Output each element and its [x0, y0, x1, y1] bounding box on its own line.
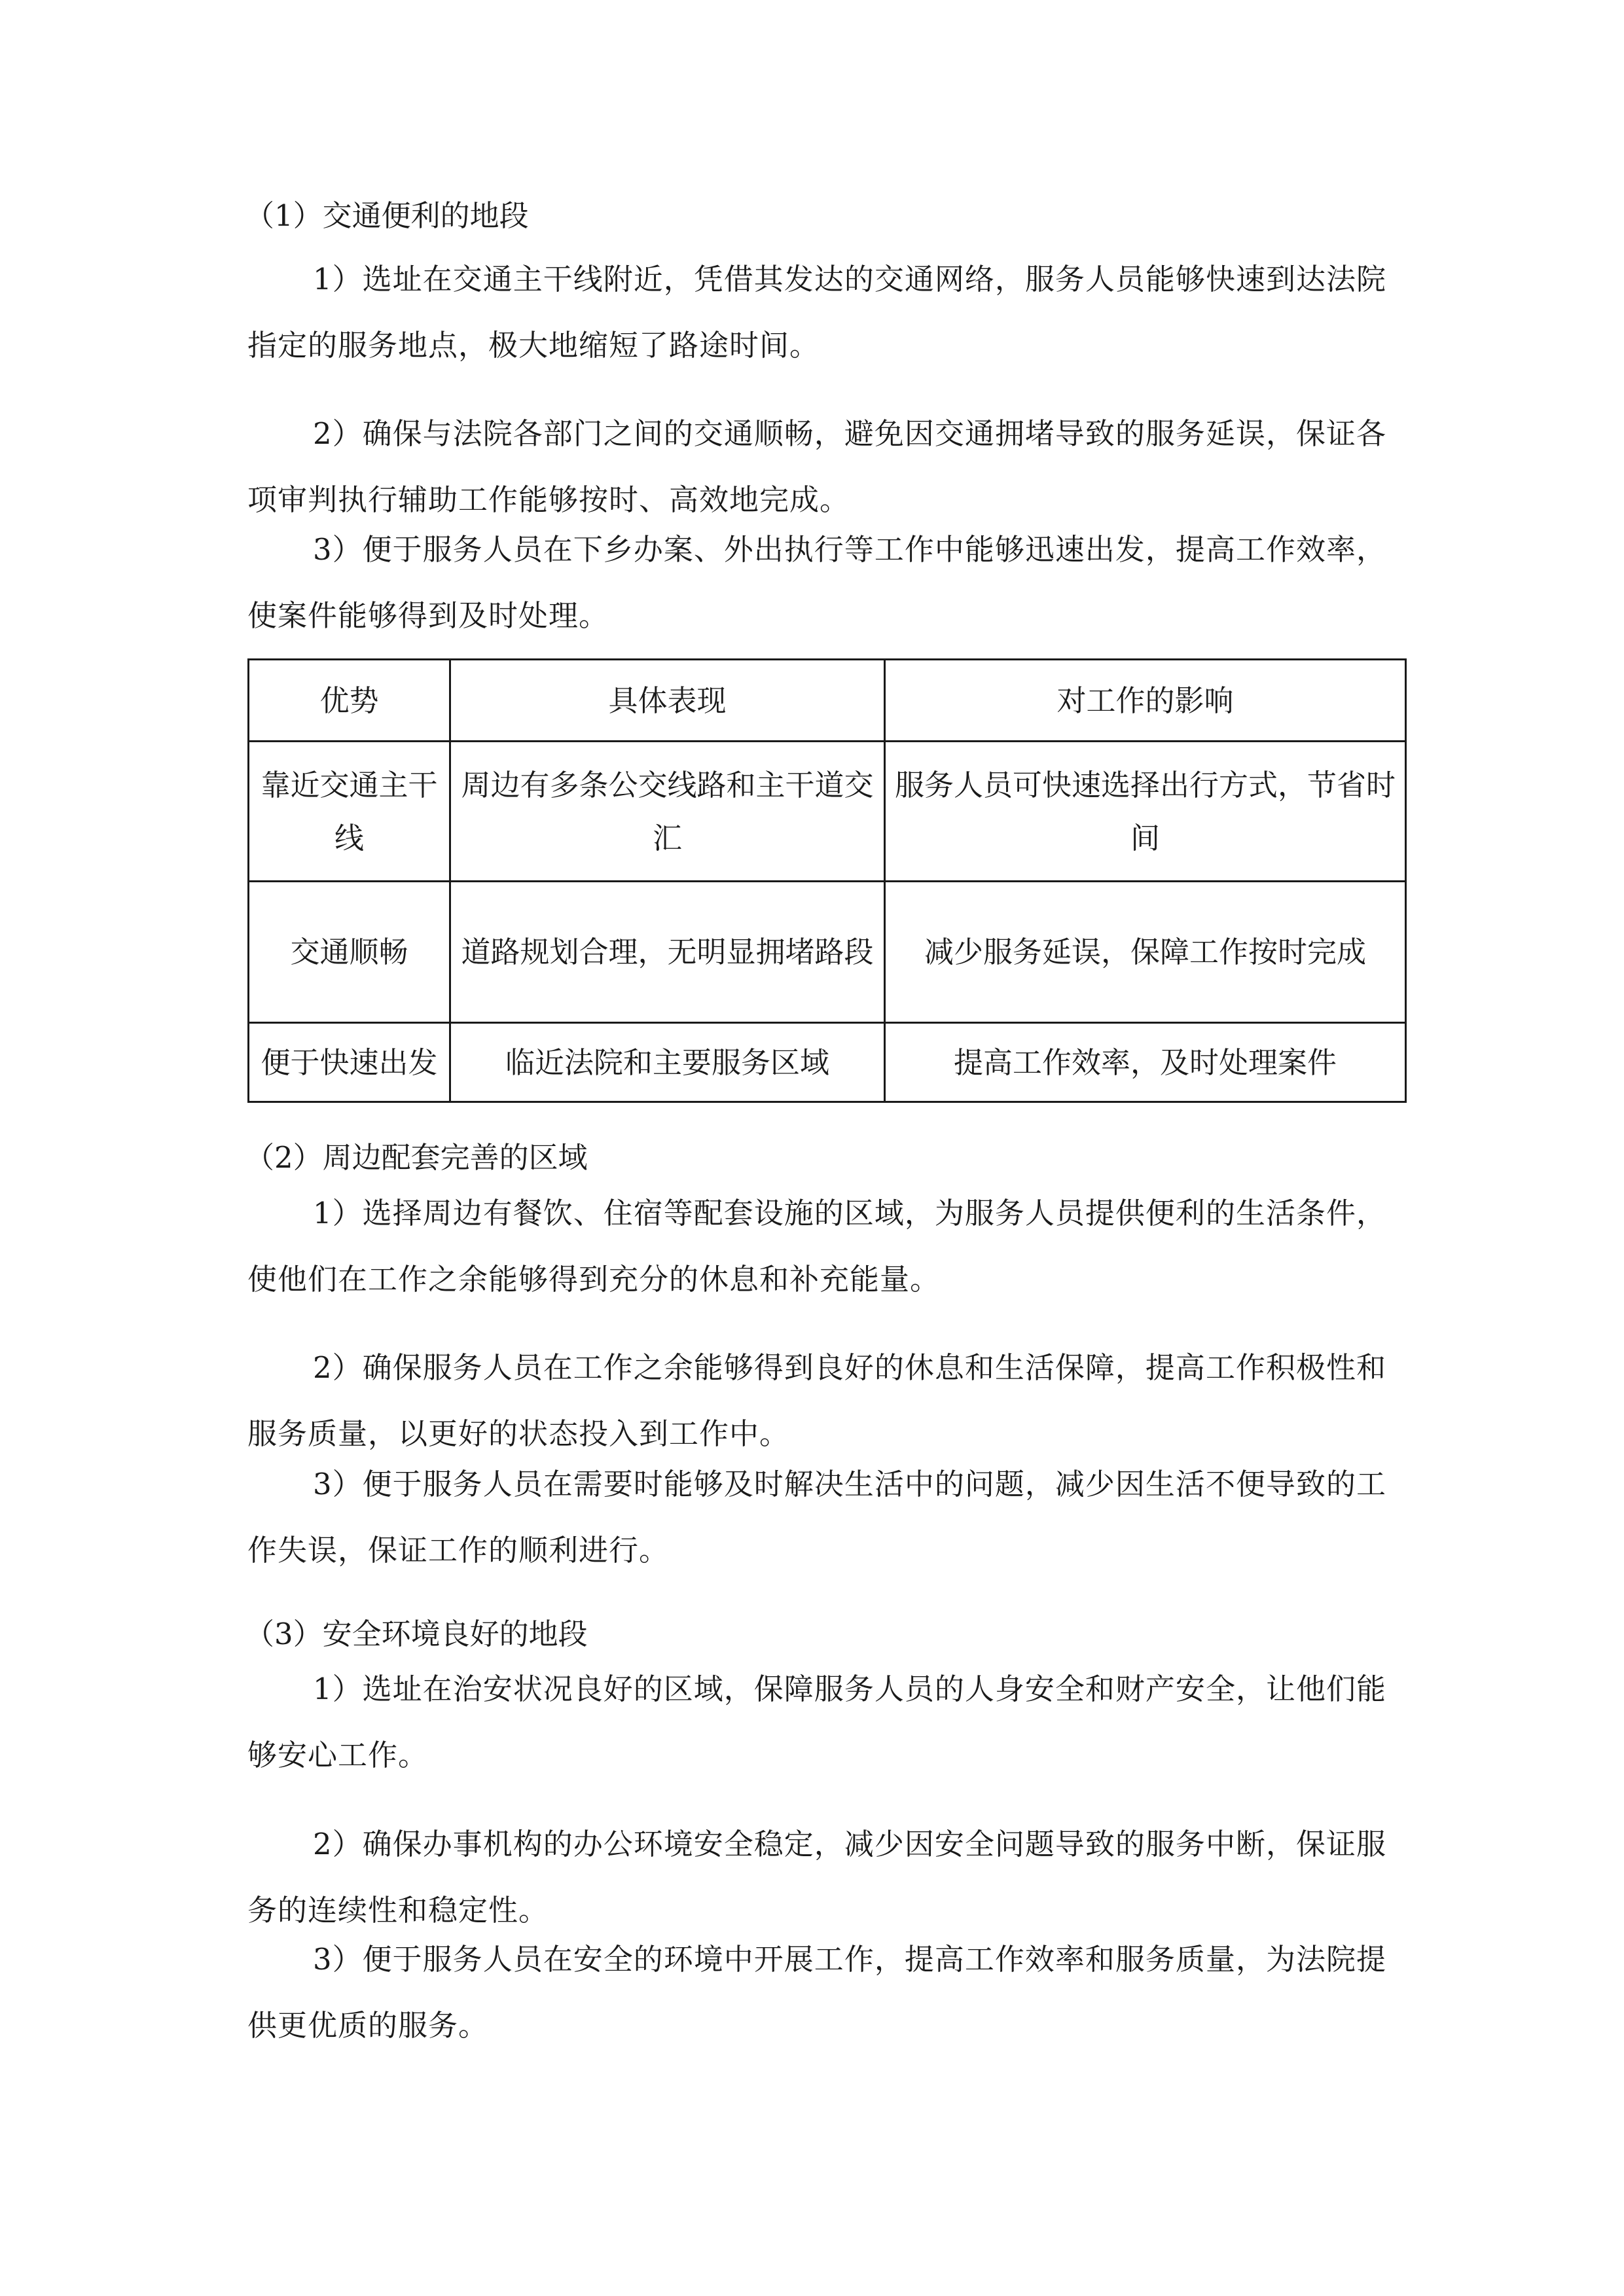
table-cell: 道路规划合理，无明显拥堵路段 [450, 882, 885, 1023]
table-cell: 便于快速出发 [249, 1023, 450, 1102]
table-cell: 靠近交通主干线 [249, 742, 450, 882]
section-heading-2: （2）周边配套完善的区域 [245, 1140, 588, 1175]
section-1-item-3: 3）便于服务人员在下乡办案、外出执行等工作中能够迅速出发，提高工作效率，使案件能够得到及时处理。 [247, 532, 1386, 633]
table-cell: 减少服务延误，保障工作按时完成 [885, 882, 1406, 1023]
table-cell: 交通顺畅 [249, 882, 450, 1023]
advantages-table [247, 658, 1407, 1103]
table-header-cell: 优势 [249, 660, 450, 742]
table-cell: 周边有多条公交线路和主干道交汇 [450, 742, 885, 882]
section-2-item-3: 3）便于服务人员在需要时能够及时解决生活中的问题，减少因生活不便导致的工作失误，保证工作的顺利进行。 [247, 1467, 1386, 1568]
section-1-item-2: 2）确保与法院各部门之间的交通顺畅，避免因交通拥堵导致的服务延误，保证各项审判执行辅助工作能够按时、高效地完成。 [247, 416, 1386, 517]
table-row [249, 1023, 1406, 1102]
section-3-item-3: 3）便于服务人员在安全的环境中开展工作，提高工作效率和服务质量，为法院提供更优质的服务。 [247, 1942, 1386, 2043]
section-2-item-1: 1）选择周边有餐饮、住宿等配套设施的区域，为服务人员提供便利的生活条件，使他们在工作之余能够得到充分的休息和补充能量。 [247, 1196, 1386, 1297]
section-1-item-1: 1）选址在交通主干线附近，凭借其发达的交通网络，服务人员能够快速到达法院指定的服务地点，极大地缩短了路途时间。 [247, 262, 1386, 363]
section-3-item-1: 1）选址在治安状况良好的区域，保障服务人员的人身安全和财产安全，让他们能够安心工作。 [247, 1672, 1386, 1772]
table-cell: 临近法院和主要服务区域 [450, 1023, 885, 1102]
section-heading-1: （1）交通便利的地段 [245, 198, 529, 233]
table-row [249, 742, 1406, 882]
table-header-cell: 具体表现 [450, 660, 885, 742]
table-cell: 服务人员可快速选择出行方式，节省时间 [885, 742, 1406, 882]
table-header-row [249, 660, 1406, 742]
table-header-cell: 对工作的影响 [885, 660, 1406, 742]
table-row [249, 882, 1406, 1023]
section-3-item-2: 2）确保办事机构的办公环境安全稳定，减少因安全问题导致的服务中断，保证服务的连续性和稳定性。 [247, 1827, 1386, 1928]
table-cell: 提高工作效率，及时处理案件 [885, 1023, 1406, 1102]
section-heading-3: （3）安全环境良好的地段 [245, 1617, 588, 1651]
section-2-item-2: 2）确保服务人员在工作之余能够得到良好的休息和生活保障，提高工作积极性和服务质量，以更好的状态投入到工作中。 [247, 1350, 1386, 1451]
